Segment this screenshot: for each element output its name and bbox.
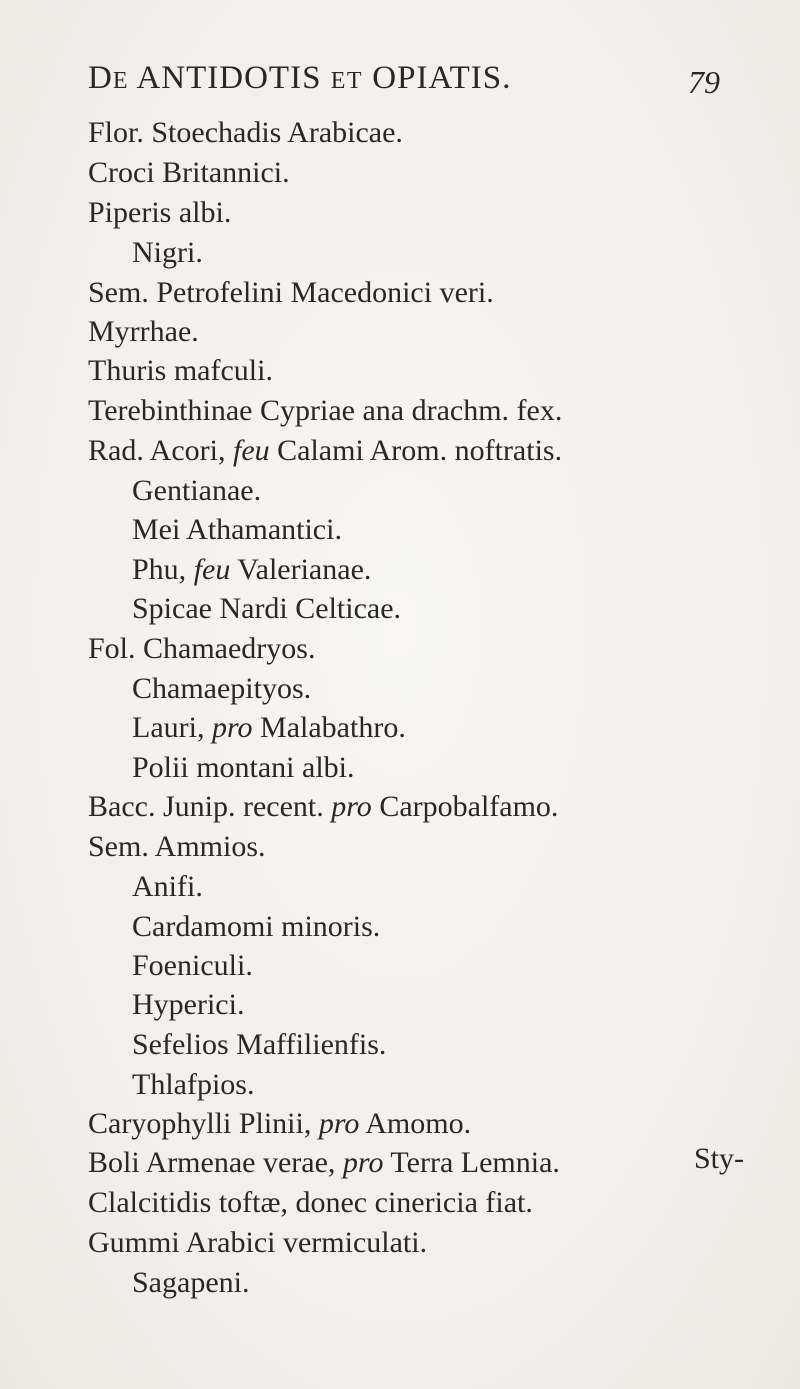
header-initial: D [88, 60, 113, 96]
text-line: Clalcitidis toftæ, donec cinericia fiat. [88, 1186, 533, 1219]
text-line: Rad. Acori, feu Calami Arom. noftratis. [88, 434, 563, 467]
text-line: Nigri. [132, 236, 203, 269]
header-opiatis: OPIATIS. [372, 60, 512, 96]
text-line: Thlafpios. [132, 1068, 255, 1101]
text-line: Bacc. Junip. recent. pro Carpobalfamo. [88, 790, 559, 823]
text-line: Polii montani albi. [132, 751, 355, 784]
header-rest: E [112, 68, 130, 94]
text-line: Caryophylli Plinii, pro Amomo. [88, 1107, 472, 1140]
text-line: Lauri, pro Malabathro. [132, 711, 406, 744]
text-line: Sem. Petrofelini Macedonici veri. [88, 276, 494, 309]
text-line: Thuris mafculi. [88, 354, 273, 387]
text-line: Sefelios Maffilienfis. [132, 1028, 387, 1061]
text-line: Gummi Arabici vermiculati. [88, 1226, 428, 1259]
text-line: Phu, feu Valerianae. [132, 553, 372, 586]
text-line: Mei Athamantici. [132, 513, 342, 546]
header-et: ET [330, 68, 364, 94]
text-line: Fol. Chamaedryos. [88, 632, 316, 665]
catchword: Sty- [694, 1142, 745, 1175]
running-header [88, 60, 511, 97]
text-line: Foeniculi. [132, 949, 253, 982]
text-line: Spicae Nardi Celticae. [132, 592, 402, 625]
text-line: Terebinthinae Cypriae ana drachm. fex. [88, 394, 563, 427]
text-line: Boli Armenae verae, pro Terra Lemnia. [88, 1146, 560, 1179]
text-line: Hyperici. [132, 988, 245, 1021]
text-line: Sagapeni. [132, 1266, 250, 1299]
header-antidotis: ANTIDOTIS [136, 60, 322, 96]
text-line: Piperis albi. [88, 196, 232, 229]
page-number: 79 [688, 64, 720, 100]
text-line: Cardamomi minoris. [132, 910, 381, 943]
text-line: Croci Britannici. [88, 156, 290, 189]
text-line: Sem. Ammios. [88, 830, 266, 863]
text-line: Anifi. [132, 870, 203, 903]
text-line: Gentianae. [132, 474, 262, 507]
text-line: Chamaepityos. [132, 672, 312, 705]
text-line: Myrrhae. [88, 315, 199, 348]
text-line: Flor. Stoechadis Arabicae. [88, 116, 403, 149]
